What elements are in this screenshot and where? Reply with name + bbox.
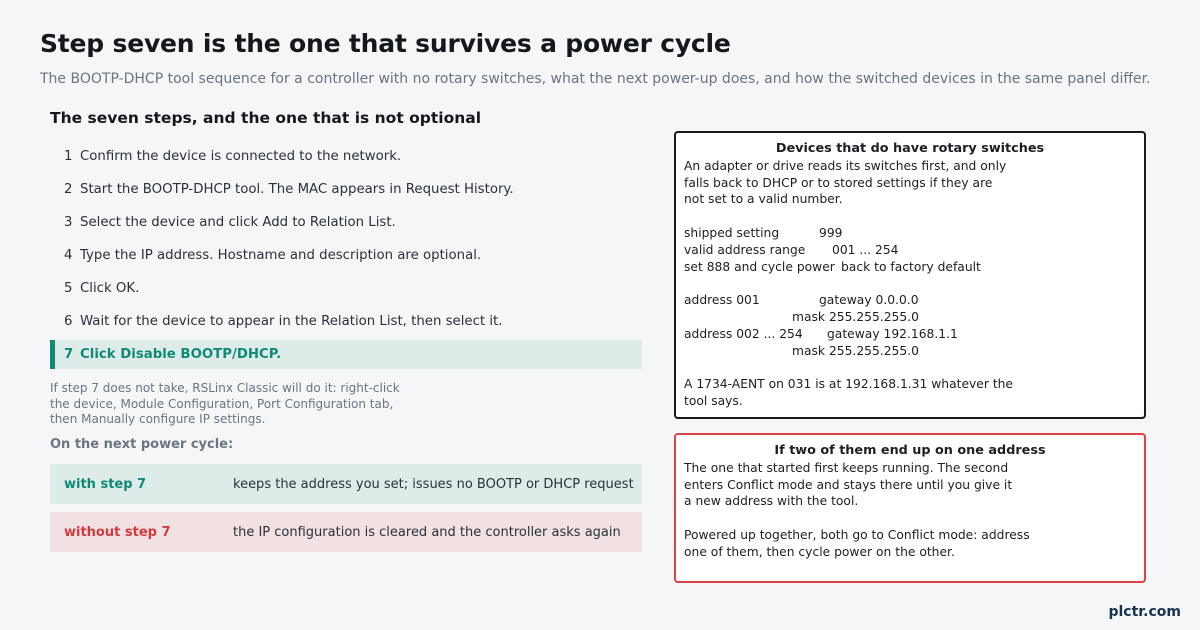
intro-line: An adapter or drive reads its switches first, and only — [684, 158, 1007, 173]
conflict-line: Powered up together, both go to Conflict mode: address — [684, 527, 1030, 542]
step-2 — [50, 173, 642, 206]
step-number: 2 — [64, 182, 73, 197]
step-number: 6 — [64, 314, 73, 329]
panel-title: Devices that do have rotary switches — [775, 141, 1045, 156]
mask-value: mask 255.255.255.0 — [792, 343, 919, 358]
gateway-value: gateway 0.0.0.0 — [819, 293, 919, 308]
power-cycle-label: On the next power cycle: — [50, 437, 234, 452]
outcome-label: with step 7 — [64, 476, 147, 492]
step-text: Select the device and click Add to Relation List. — [80, 215, 396, 230]
setting-row — [684, 259, 1136, 276]
address-row — [684, 292, 1136, 309]
step-number: 7 — [64, 347, 74, 362]
step-number: 4 — [64, 248, 73, 263]
conflict-line: one of them, then cycle power on the other. — [684, 544, 955, 559]
setting-key: valid address range — [684, 242, 806, 257]
setting-key: set 888 and cycle power — [684, 259, 835, 274]
rotary-switch-panel — [674, 131, 1146, 419]
step-text: Wait for the device to appear in the Relation List, then select it. — [80, 314, 503, 329]
step-5 — [50, 272, 642, 305]
panel-title: If two of them end up on one address — [774, 443, 1046, 458]
address-value: address 002 ... 254 — [684, 326, 803, 341]
conflict-line: The one that started first keeps running. The second — [684, 460, 1009, 475]
intro-line: not set to a valid number. — [684, 192, 843, 207]
page-subtitle: The BOOTP-DHCP tool sequence for a controller with no rotary switches, what the next power-up does, and how the switched devices in the same panel differ. — [40, 71, 1151, 87]
step-6 — [50, 305, 642, 338]
setting-value: 001 ... 254 — [832, 242, 899, 257]
step-1 — [50, 140, 642, 173]
step-text: Start the BOOTP-DHCP tool. The MAC appears in Request History. — [80, 182, 514, 197]
steps-heading: The seven steps, and the one that is not optional — [50, 109, 482, 127]
conflict-panel — [674, 433, 1146, 583]
step-text: Confirm the device is connected to the network. — [80, 149, 402, 164]
address-value: address 001 — [684, 293, 760, 308]
conflict-line: a new address with the tool. — [684, 494, 859, 509]
setting-row — [684, 242, 1136, 259]
step-text: Click Disable BOOTP/DHCP. — [80, 347, 282, 362]
setting-value: back to factory default — [841, 259, 981, 274]
example-line: A 1734-AENT on 031 is at 192.168.1.31 whatever the — [684, 377, 1013, 392]
example-line: tool says. — [684, 393, 743, 408]
gateway-value: gateway 192.168.1.1 — [827, 326, 958, 341]
step-text: Click OK. — [80, 281, 140, 296]
step-number: 3 — [64, 215, 73, 230]
step-4 — [50, 239, 642, 272]
outcome-label: without step 7 — [64, 524, 171, 540]
setting-value: 999 — [819, 225, 843, 240]
step-number: 5 — [64, 281, 73, 296]
outcome-text: keeps the address you set; issues no BOOTP or DHCP request — [233, 476, 634, 492]
step-text: Type the IP address. Hostname and description are optional. — [80, 248, 482, 263]
steps-list — [50, 140, 642, 369]
intro-line: falls back to DHCP or to stored settings if they are — [684, 175, 993, 190]
page-title: Step seven is the one that survives a power cycle — [40, 29, 731, 58]
brand-logo: plctr.com — [1108, 604, 1181, 620]
mask-row — [684, 309, 1136, 326]
mask-row — [684, 343, 1136, 360]
outcome-text: the IP configuration is cleared and the controller asks again — [233, 524, 621, 540]
address-row — [684, 326, 1136, 343]
setting-row — [684, 225, 1136, 242]
setting-key: shipped setting — [684, 225, 780, 240]
step-7-highlighted — [50, 340, 642, 369]
fallback-note: If step 7 does not take, RSLinx Classic will do it: right-click the device, Module Configuration, Port Configuration tab, then Manually configure IP settings. — [50, 381, 400, 426]
step-3 — [50, 206, 642, 239]
mask-value: mask 255.255.255.0 — [792, 309, 919, 324]
outcome-without-step-7 — [50, 512, 642, 552]
outcome-with-step-7 — [50, 464, 642, 504]
step-number: 1 — [64, 149, 73, 164]
conflict-line: enters Conflict mode and stays there until you give it — [684, 477, 1013, 492]
